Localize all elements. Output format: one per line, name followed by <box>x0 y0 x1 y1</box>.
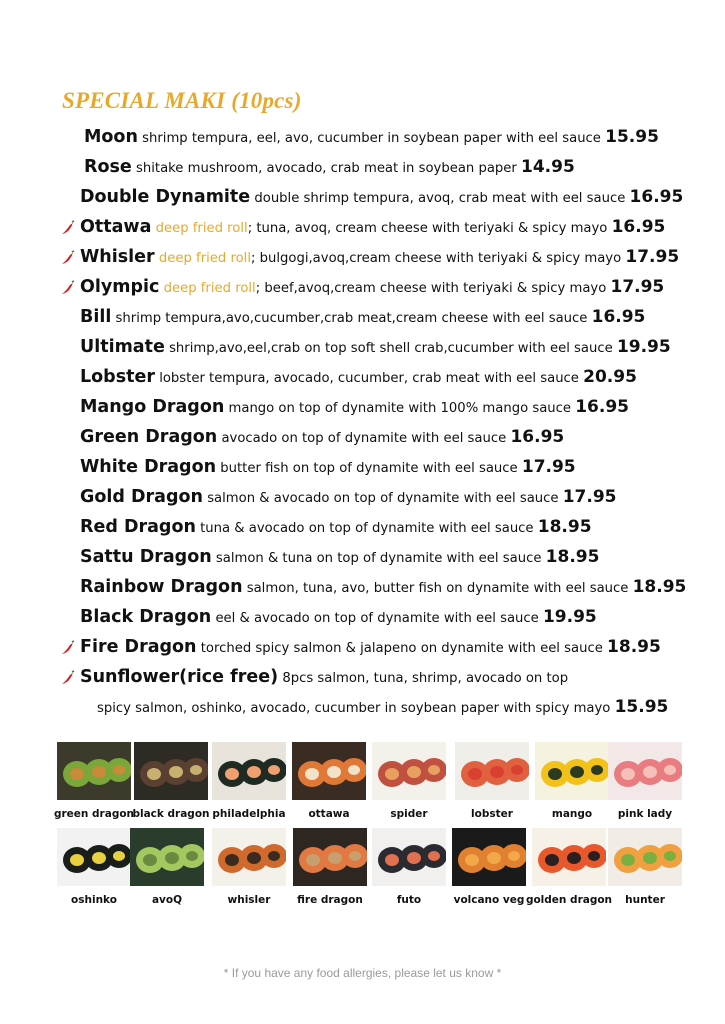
item-description: shrimp tempura, eel, avo, cucumber in soybean paper with eel sauce <box>142 131 601 146</box>
menu-item <box>80 602 597 632</box>
item-name: Sattu Dragon <box>80 547 212 567</box>
item-name: Black Dragon <box>80 607 212 627</box>
item-tag: deep fried roll <box>155 221 248 236</box>
item-name: Mango Dragon <box>80 397 225 417</box>
sushi-photo <box>212 742 286 800</box>
chili-pepper-icon <box>60 670 76 686</box>
menu-item <box>80 212 665 242</box>
item-price: 17.95 <box>521 457 576 477</box>
photo-caption: whisler <box>227 894 271 906</box>
sushi-photo <box>535 742 609 800</box>
item-name: Rainbow Dragon <box>80 577 243 597</box>
menu-item <box>80 572 686 602</box>
item-name: White Dragon <box>80 457 217 477</box>
item-description: lobster tempura, avocado, cucumber, crab meat with eel sauce <box>159 371 579 386</box>
item-description: salmon & tuna on top of dynamite with eel sauce <box>215 551 542 566</box>
menu-item <box>80 452 576 482</box>
menu-item-continuation <box>97 692 668 724</box>
menu-item <box>80 512 592 542</box>
menu-item <box>80 422 564 452</box>
chili-pepper-icon <box>60 640 76 656</box>
photo-caption: hunter <box>625 894 665 906</box>
item-name: Bill <box>80 307 112 327</box>
item-price: 16.95 <box>591 307 646 327</box>
item-name: Fire Dragon <box>80 637 197 657</box>
photo-caption: lobster <box>471 808 513 820</box>
item-price: 17.95 <box>562 487 617 507</box>
menu-item <box>80 542 599 572</box>
sushi-photo <box>608 828 682 886</box>
menu-item <box>80 662 568 692</box>
menu-item <box>84 122 659 152</box>
item-tag: deep fried roll <box>163 281 256 296</box>
menu-item <box>80 632 661 662</box>
item-price: 15.95 <box>605 127 659 147</box>
photo-caption: fire dragon <box>297 894 363 906</box>
item-description: shrimp,avo,eel,crab on top soft shell crab,cucumber with eel sauce <box>169 341 613 356</box>
item-description: torched spicy salmon & jalapeno on dynamite with eel sauce <box>200 641 603 656</box>
item-price: 18.95 <box>537 517 592 537</box>
photo-caption: golden dragon <box>525 894 613 906</box>
photo-caption: spider <box>390 808 428 820</box>
item-name: Olympic <box>80 277 160 297</box>
page-title: SPECIAL MAKI (10pcs) <box>62 88 302 113</box>
item-name: Red Dragon <box>80 517 196 537</box>
item-description: double shrimp tempura, avoq, crab meat with eel sauce <box>254 191 626 206</box>
item-name: Ottawa <box>80 217 152 237</box>
item-name: Rose <box>84 157 132 177</box>
sushi-photo <box>372 828 446 886</box>
item-price: 19.95 <box>542 607 597 627</box>
chili-pepper-icon <box>60 280 76 296</box>
item-price: 16.95 <box>629 187 684 207</box>
item-description: mango on top of dynamite with 100% mango sauce <box>228 401 572 416</box>
menu-item <box>80 392 629 422</box>
photo-caption: pink lady <box>617 808 673 820</box>
sushi-photo <box>130 828 204 886</box>
sushi-photo <box>293 828 367 886</box>
item-tag: deep fried roll <box>158 251 251 266</box>
menu-item <box>80 272 664 302</box>
item-price: 14.95 <box>521 157 575 177</box>
sushi-photo <box>452 828 526 886</box>
item-price: 16.95 <box>575 397 629 417</box>
item-description: 8pcs salmon, tuna, shrimp, avocado on top <box>282 671 569 686</box>
sushi-photo <box>532 828 606 886</box>
item-price: 17.95 <box>625 247 680 267</box>
item-name: Gold Dragon <box>80 487 203 507</box>
item-name: Sunflower(rice free) <box>80 667 279 687</box>
item-description: tuna & avocado on top of dynamite with eel sauce <box>200 521 534 536</box>
item-description: butter fish on top of dynamite with eel sauce <box>220 461 518 476</box>
photo-caption: oshinko <box>71 894 117 906</box>
item-name: Moon <box>84 127 138 147</box>
photo-caption: philadelphia <box>212 808 286 820</box>
item-price: 18.95 <box>545 547 600 567</box>
item-name: Whisler <box>80 247 155 267</box>
item-description: salmon, tuna, avo, butter fish on dynamite with eel sauce <box>246 581 629 596</box>
item-description: spicy salmon, oshinko, avocado, cucumber in soybean paper with spicy mayo <box>97 701 611 716</box>
photo-caption: black dragon <box>132 808 210 820</box>
item-price: 20.95 <box>583 367 637 387</box>
item-description: eel & avocado on top of dynamite with eel sauce <box>215 611 539 626</box>
sushi-photo <box>134 742 208 800</box>
item-name: Double Dynamite <box>80 187 251 207</box>
menu-item <box>80 242 679 272</box>
photo-caption: avoQ <box>151 894 183 906</box>
allergy-note: * If you have any food allergies, please let us know * <box>223 966 502 980</box>
sushi-photo <box>57 828 131 886</box>
item-description: avocado on top of dynamite with eel sauce <box>221 431 507 446</box>
chili-pepper-icon <box>60 250 76 266</box>
item-description: ; beef,avoq,cream cheese with teriyaki & spicy mayo <box>255 281 607 296</box>
item-name: Green Dragon <box>80 427 218 447</box>
item-price: 18.95 <box>607 637 661 657</box>
item-description: shitake mushroom, avocado, crab meat in soybean paper <box>136 161 517 176</box>
item-description: salmon & avocado on top of dynamite with eel sauce <box>207 491 559 506</box>
menu-item <box>80 182 683 212</box>
sushi-photo <box>57 742 131 800</box>
item-price: 18.95 <box>632 577 687 597</box>
item-name: Lobster <box>80 367 155 387</box>
sushi-photo <box>455 742 529 800</box>
sushi-photo <box>372 742 446 800</box>
photo-caption: volcano veg <box>453 894 525 906</box>
photo-caption: futo <box>396 894 422 906</box>
photo-caption: green dragon <box>53 808 135 820</box>
item-price: 16.95 <box>510 427 565 447</box>
menu-item <box>80 482 617 512</box>
photo-caption: mango <box>551 808 593 820</box>
item-price: 15.95 <box>614 697 669 717</box>
sushi-photo <box>212 828 286 886</box>
item-price: 17.95 <box>610 277 665 297</box>
item-description: ; tuna, avoq, cream cheese with teriyaki & spicy mayo <box>247 221 608 236</box>
menu-item <box>84 152 575 182</box>
menu-item <box>80 302 645 332</box>
menu-item <box>80 362 637 392</box>
item-price: 16.95 <box>611 217 666 237</box>
item-description: shrimp tempura,avo,cucumber,crab meat,cream cheese with eel sauce <box>115 311 588 326</box>
item-name: Ultimate <box>80 337 165 357</box>
sushi-photo <box>608 742 682 800</box>
item-description: ; bulgogi,avoq,cream cheese with teriyaki & spicy mayo <box>250 251 622 266</box>
menu-item <box>80 332 671 362</box>
chili-pepper-icon <box>60 220 76 236</box>
item-price: 19.95 <box>616 337 671 357</box>
sushi-photo <box>292 742 366 800</box>
photo-caption: ottawa <box>308 808 350 820</box>
